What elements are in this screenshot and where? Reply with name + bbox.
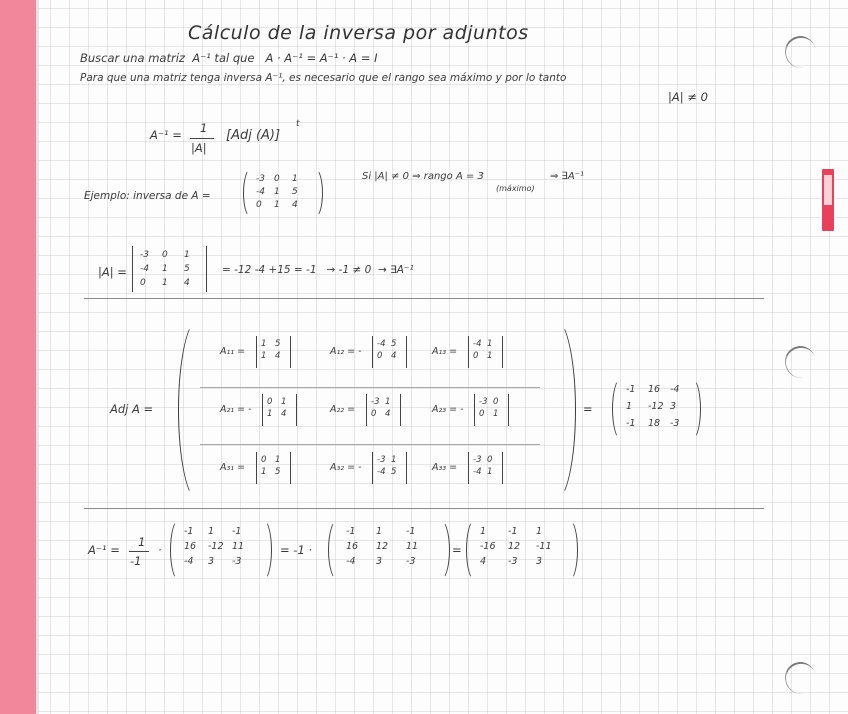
- matrix-cell: -4: [256, 187, 265, 197]
- determinant-result: = -12 -4 +15 = -1 → -1 ≠ 0 → ∃A⁻¹: [222, 264, 414, 276]
- matrix-cell: -3: [371, 397, 380, 407]
- matrix-cell: 18: [648, 418, 661, 429]
- adjugate-label: Adj A =: [110, 402, 154, 416]
- matrix-cell: -4: [377, 339, 386, 349]
- matrix-cell: 1: [281, 397, 287, 407]
- matrix-cell: 11: [406, 541, 419, 552]
- matrix-cell: -4: [473, 467, 482, 477]
- matrix-cell: -1: [626, 418, 636, 429]
- punch-hole: [781, 659, 819, 698]
- matrix-cell: 0: [493, 397, 499, 407]
- matrix-cell: 5: [275, 339, 281, 349]
- matrix-cell: 11: [232, 541, 245, 552]
- final-eq-2: =: [452, 543, 462, 557]
- matrix-cell: 0: [473, 351, 479, 361]
- matrix-cell: -1: [626, 384, 636, 395]
- matrix-cell: -3: [670, 418, 680, 429]
- matrix-cell: 1: [261, 467, 267, 477]
- final-eq-1: = -1 ·: [280, 543, 313, 557]
- rank-condition-note: (máximo): [496, 184, 535, 193]
- matrix-cell: 1: [487, 351, 493, 361]
- matrix-cell: 0: [162, 250, 168, 260]
- cofactor-name: A₃₃ =: [432, 462, 458, 473]
- matrix-cell: -12: [208, 541, 224, 552]
- matrix-cell: 1: [536, 526, 543, 537]
- matrix-cell: -3: [140, 250, 149, 260]
- matrix-cell: 4: [391, 351, 397, 361]
- matrix-cell: 1: [626, 401, 633, 412]
- matrix-cell: 16: [648, 384, 661, 395]
- matrix-cell: -3: [232, 556, 242, 567]
- matrix-cell: 4: [281, 409, 287, 419]
- matrix-cell: 1: [162, 278, 168, 288]
- matrix-cell: -3: [406, 556, 416, 567]
- matrix-cell: 3: [670, 401, 677, 412]
- matrix-cell: -12: [648, 401, 664, 412]
- matrix-cell: 0: [371, 409, 377, 419]
- matrix-cell: 4: [480, 556, 487, 567]
- matrix-cell: -4: [377, 467, 386, 477]
- matrix-cell: 3: [376, 556, 383, 567]
- matrix-cell: 12: [508, 541, 521, 552]
- rank-condition-result: ⇒ ∃A⁻¹: [550, 171, 585, 182]
- matrix-cell: -1: [508, 526, 518, 537]
- matrix-cell: 0: [256, 200, 262, 210]
- matrix-cell: 5: [391, 467, 397, 477]
- determinant-label: |A| =: [98, 265, 127, 279]
- matrix-cell: 1: [487, 339, 493, 349]
- intro-line-1: Buscar una matriz A⁻¹ tal que A · A⁻¹ = A⁻¹ · A = I: [80, 51, 378, 65]
- matrix-cell: 5: [391, 339, 397, 349]
- page-title: Cálculo de la inversa por adjuntos: [188, 22, 529, 44]
- matrix-cell: 1: [261, 351, 267, 361]
- matrix-cell: -3: [256, 174, 265, 184]
- matrix-cell: 3: [536, 556, 543, 567]
- intro-line-2: Para que una matriz tenga inversa A⁻¹, es necesario que el rango sea máximo y por lo tanto: [80, 72, 567, 84]
- cofactor-name: A₂₁ = -: [220, 404, 252, 415]
- matrix-cell: 4: [275, 351, 281, 361]
- matrix-cell: 1: [261, 339, 267, 349]
- matrix-cell: 1: [480, 526, 487, 537]
- matrix-cell: -16: [480, 541, 496, 552]
- matrix-cell: 4: [292, 200, 298, 210]
- matrix-cell: 1: [275, 455, 281, 465]
- matrix-cell: 1: [391, 455, 397, 465]
- matrix-cell: 1: [493, 409, 499, 419]
- matrix-cell: 0: [377, 351, 383, 361]
- matrix-cell: 3: [208, 556, 215, 567]
- matrix-cell: 1: [274, 200, 280, 210]
- matrix-cell: -3: [508, 556, 518, 567]
- matrix-cell: 0: [140, 278, 146, 288]
- matrix-cell: -3: [377, 455, 386, 465]
- final-lhs: A⁻¹ =: [88, 543, 120, 557]
- cofactor-name: A₃₁ =: [220, 462, 246, 473]
- matrix-cell: 1: [376, 526, 383, 537]
- punch-hole: [781, 33, 819, 72]
- matrix-cell: -1: [346, 526, 356, 537]
- matrix-cell: 0: [267, 397, 273, 407]
- matrix-cell: -3: [479, 397, 488, 407]
- matrix-cell: 16: [346, 541, 359, 552]
- matrix-cell: 5: [184, 264, 190, 274]
- matrix-cell: 4: [184, 278, 190, 288]
- cofactor-name: A₁₂ = -: [330, 346, 362, 357]
- matrix-cell: 1: [487, 467, 493, 477]
- intro-condition: |A| ≠ 0: [668, 90, 708, 104]
- example-label: Ejemplo: inversa de A =: [84, 190, 211, 202]
- matrix-cell: -4: [184, 556, 194, 567]
- page-edge: [36, 0, 39, 714]
- cofactor-name: A₃₂ = -: [330, 462, 362, 473]
- notebook-page: Cálculo de la inversa por adjuntos Buscar una matriz A⁻¹ tal que A · A⁻¹ = A⁻¹ · A = I Para que una matriz tenga inversa A⁻¹, es necesario que el rango sea máximo y por lo tanto |A| ≠ 0 A⁻¹ = 1 |A| [Adj (A)] t Ejemplo: inversa de A = -3 0 1 -4 1 5 0 1 4 Si |A| ≠ 0 ⇒ rango A = 3 (máximo) ⇒ ∃A⁻¹ |A| = -3 0 1 -4 1 5 0 1 4 = -12 -4 +15 = -1 → -1 ≠ 0 → ∃A⁻¹ Adj A = A₁₁ = 1 5 1 4 A₁₂ = - -4 5 0 4 A₁₃ = -4 1 0 1 A₂₁ = - 0 1 1 4 A₂₂ = -3 1 0 4 A₂₃ = - -3 0 0 1 A₃₁ = 0 1 1 5 A₃₂ = - -3 1 -4 5 A₃₃ = -3 0 -4 1 = -1 16 -4 1 -12 3 -1 18 -3 A⁻¹ = 1 -1 · -1 1 -1 16 -12 11 -4 3 -3 = -1 · -1 1 -1 16 12 11 -4 3 -3 = 1 -1 1 -16 12 -11 4 -3 3: [0, 0, 848, 714]
- matrix-cell: 5: [275, 467, 281, 477]
- matrix-cell: 5: [292, 187, 298, 197]
- punch-hole: [781, 343, 819, 382]
- matrix-cell: -1: [184, 526, 194, 537]
- matrix-cell: 0: [479, 409, 485, 419]
- matrix-cell: 1: [385, 397, 391, 407]
- adjugate-equals: =: [583, 402, 593, 416]
- matrix-cell: 1: [208, 526, 215, 537]
- cofactor-name: A₁₃ =: [432, 346, 458, 357]
- matrix-cell: 16: [184, 541, 197, 552]
- matrix-cell: 0: [261, 455, 267, 465]
- matrix-cell: 1: [267, 409, 273, 419]
- page-tab-marker: [822, 169, 834, 231]
- cofactor-name: A₁₁ =: [220, 346, 246, 357]
- cofactor-name: A₂₂ =: [330, 404, 356, 415]
- matrix-cell: -11: [536, 541, 552, 552]
- matrix-cell: 4: [385, 409, 391, 419]
- matrix-cell: 1: [184, 250, 190, 260]
- matrix-cell: 0: [274, 174, 280, 184]
- pink-margin-strip: [0, 0, 36, 714]
- matrix-cell: -1: [232, 526, 242, 537]
- matrix-cell: 1: [274, 187, 280, 197]
- matrix-cell: 1: [162, 264, 168, 274]
- matrix-cell: -4: [346, 556, 356, 567]
- cofactor-name: A₂₃ = -: [432, 404, 464, 415]
- matrix-cell: -3: [473, 455, 482, 465]
- matrix-cell: 12: [376, 541, 389, 552]
- matrix-cell: -4: [473, 339, 482, 349]
- matrix-cell: 0: [487, 455, 493, 465]
- rank-condition: Si |A| ≠ 0 ⇒ rango A = 3: [362, 171, 484, 182]
- matrix-cell: -4: [670, 384, 680, 395]
- matrix-cell: 1: [292, 174, 298, 184]
- matrix-cell: -1: [406, 526, 416, 537]
- matrix-cell: -4: [140, 264, 149, 274]
